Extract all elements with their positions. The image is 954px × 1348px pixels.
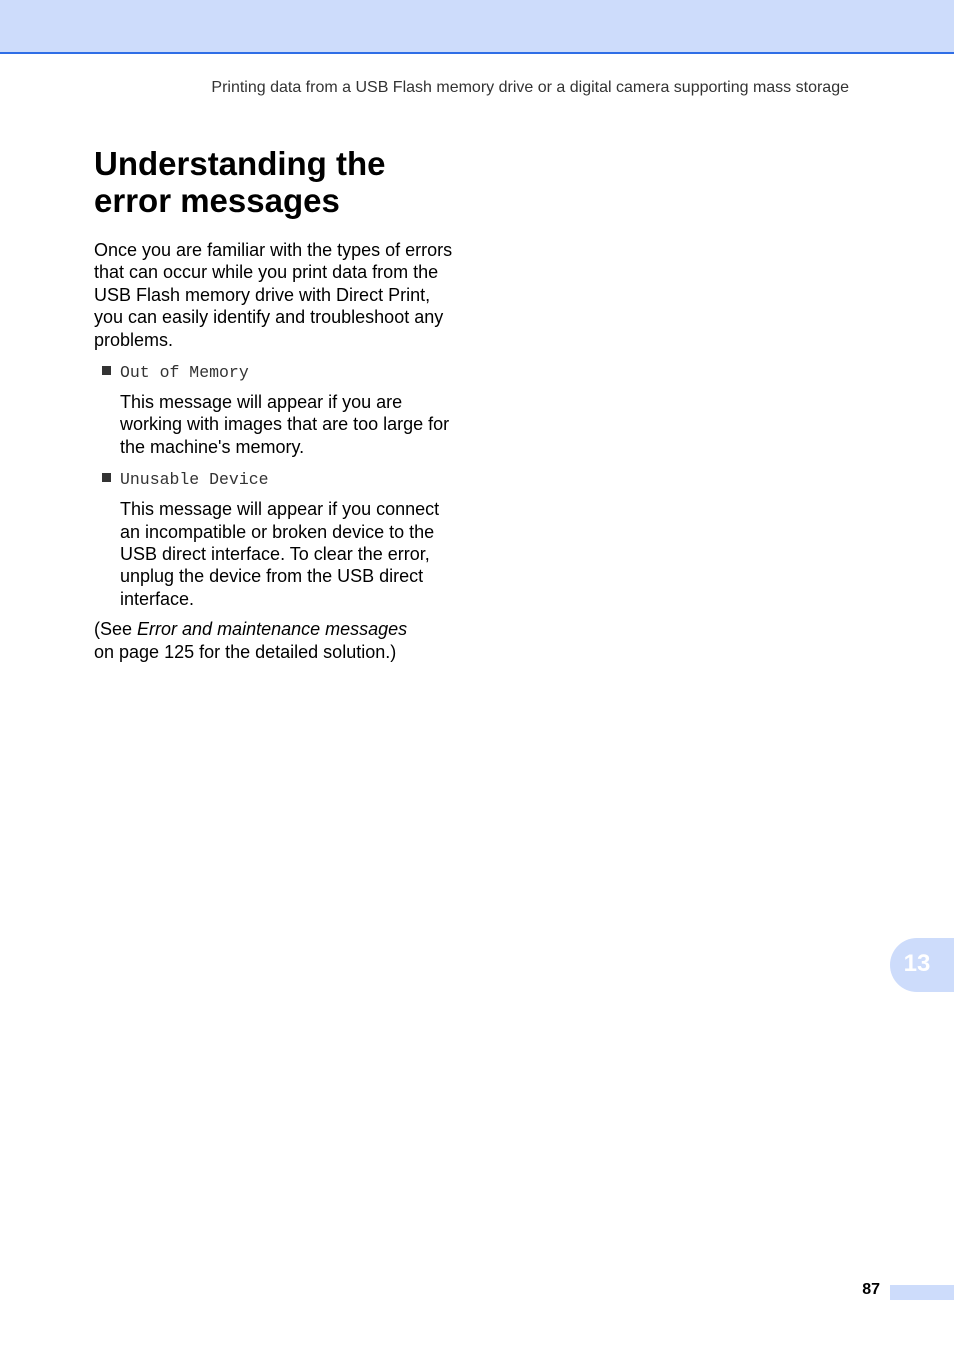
description-line: working with images that are too large for (120, 414, 450, 435)
page-title-line: Understanding the (94, 145, 386, 182)
error-description (120, 498, 474, 610)
footer-bar (890, 1285, 954, 1300)
error-item-heading (94, 467, 474, 489)
intro-paragraph (94, 239, 474, 351)
error-item-unusable-device (94, 467, 474, 610)
see-also-prefix: (See (94, 619, 138, 640)
intro-line: problems. (94, 329, 174, 350)
description-line: This message will appear if you are (120, 392, 403, 413)
error-message-code: Out of Memory (120, 363, 249, 383)
description-line: USB direct interface. To clear the error, (120, 544, 430, 565)
cross-reference-link[interactable]: Error and maintenance messages (137, 619, 408, 640)
description-line: unplug the device from the USB direct (120, 566, 424, 587)
chapter-tab (890, 938, 954, 992)
description-line: interface. (120, 588, 195, 609)
page-title-line: error messages (94, 182, 340, 219)
see-also-note (94, 618, 474, 663)
error-description (120, 391, 474, 458)
page-title (94, 145, 594, 219)
chapter-number: 13 (903, 950, 931, 977)
error-item-out-of-memory (94, 360, 474, 458)
see-also-line: on page 125 for the detailed solution.) (94, 641, 397, 662)
main-content (94, 239, 474, 663)
square-bullet-icon (102, 366, 111, 375)
square-bullet-icon (102, 473, 111, 482)
top-header-band (0, 0, 954, 54)
description-line: an incompatible or broken device to the (120, 521, 435, 542)
page-number: 87 (862, 1281, 880, 1298)
description-line: the machine's memory. (120, 436, 305, 457)
running-header: Printing data from a USB Flash memory drive or a digital camera supporting mass storage (211, 79, 849, 96)
intro-line: you can easily identify and troubleshoot any (94, 307, 444, 328)
intro-line: USB Flash memory drive with Direct Print, (94, 284, 431, 305)
description-line: This message will appear if you connect (120, 499, 440, 520)
intro-line: Once you are familiar with the types of errors (94, 240, 453, 260)
error-item-heading (94, 360, 474, 382)
intro-line: that can occur while you print data from the (94, 262, 439, 283)
error-message-code: Unusable Device (120, 470, 269, 490)
see-also-line (94, 618, 474, 640)
